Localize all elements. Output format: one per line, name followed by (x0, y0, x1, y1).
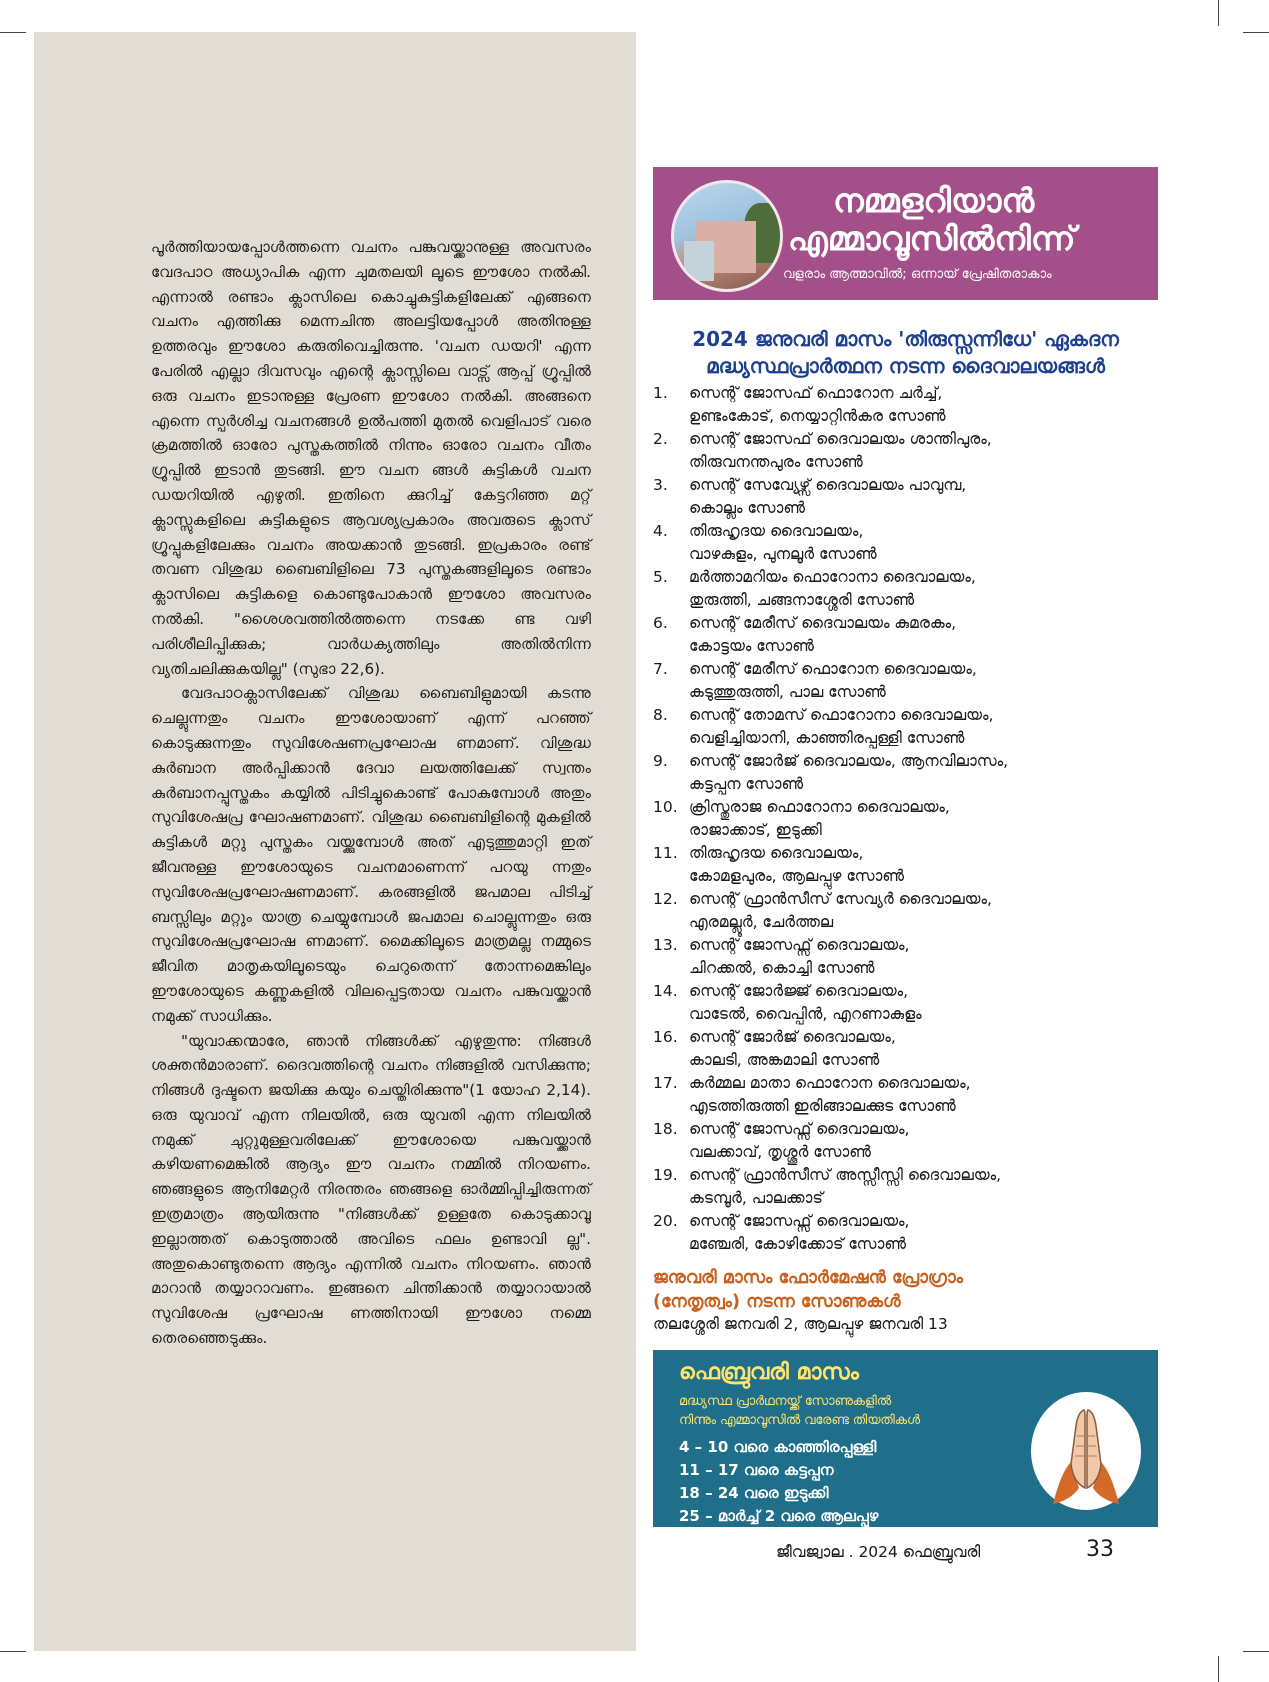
crop-mark (1218, 1656, 1219, 1682)
item-number: 6. (653, 614, 668, 632)
item-line: എടത്തിരുത്തി ഇരിങ്ങാലക്കുട സോൺ (689, 1097, 956, 1115)
item-line: കോമളപുരം, ആലപ്പുഴ സോൺ (689, 867, 905, 885)
list-item (653, 1210, 1163, 1256)
item-number: 11. (653, 844, 678, 862)
list-item (653, 382, 1163, 428)
crop-mark (0, 32, 26, 33)
formation-heading (653, 1266, 1158, 1314)
item-line: തിരുവനന്തപുരം സോൺ (689, 453, 863, 471)
item-line: വെളിച്ചിയാനി, കാഞ്ഞിരപ്പള്ളി സോൺ (689, 729, 965, 747)
list-item (653, 566, 1163, 612)
banner-subtitle: വളരാം ആത്മാവിൽ; ഒന്നായ് പ്രേഷിതരാകാം (783, 267, 1052, 282)
item-line: കോട്ടയം സോൺ (689, 637, 814, 655)
item-number: 16. (653, 1028, 678, 1046)
item-line: കൊല്ലം സോൺ (689, 499, 806, 517)
item-line: കാലടി, അങ്കമാലി സോൺ (689, 1051, 880, 1069)
schedule-list (679, 1436, 878, 1528)
heading-line: ജനുവരി മാസം ഫോർമേഷൻ പ്രോഗ്രാം (653, 1268, 964, 1288)
item-line: വാടേൽ, വൈപ്പിൻ, എറണാകുളം (689, 1005, 922, 1023)
item-line: വാഴകുളം, പുനലൂർ സോൺ (689, 545, 877, 563)
crop-mark (1218, 0, 1219, 26)
article-body (151, 235, 591, 1351)
item-line: സെന്റ് മേരീസ് ദൈവാലയം കുമരകം, (689, 614, 957, 632)
list-item (653, 1072, 1163, 1118)
item-line: ക്രിസ്തുരാജ ഫൊറോനാ ദൈവാലയം, (689, 798, 950, 816)
item-number: 14. (653, 982, 678, 1000)
item-number: 9. (653, 752, 668, 770)
item-number: 1. (653, 384, 668, 402)
item-line: സെന്റ് ജോസഫ് ദൈവാലയം ശാന്തിപുരം, (689, 430, 992, 448)
list-item (653, 1026, 1163, 1072)
list-item (653, 1118, 1163, 1164)
section-banner (653, 167, 1158, 300)
item-number: 7. (653, 660, 668, 678)
item-line: സെന്റ് ജോസഫ്സ് ദൈവാലയം, (689, 1120, 910, 1138)
february-schedule-box (653, 1350, 1158, 1527)
box-subtitle (679, 1392, 920, 1430)
heading-line: 2024 ജനുവരി മാസം 'തിരുസ്സന്നിധേ' ഏകദന (692, 327, 1119, 351)
heading-line: മദ്ധ്യസ്ഥപ്രാർത്ഥന നടന്ന ദൈവാലയങ്ങൾ (706, 354, 1105, 378)
item-line: സെന്റ് ജോസഫ്സ് ദൈവാലയം, (689, 1212, 910, 1230)
item-line: കടമ്പൂർ, പാലക്കാട് (689, 1189, 823, 1207)
emmaus-building-photo (671, 180, 783, 292)
schedule-item: 18 – 24 വരെ ഇടുക്കി (679, 1484, 829, 1502)
list-item (653, 1164, 1163, 1210)
item-line: സെന്റ് ജോർജ് ദൈവാലയം, ആനവിലാസം, (689, 752, 1009, 770)
item-line: രാജാക്കാട്, ഇടുക്കി (689, 821, 822, 839)
item-line: സെന്റ് സേവ്യേഴ്സ് ദൈവാലയം പാവുമ്പ, (689, 476, 967, 494)
article-paragraph: വേദപാഠക്ലാസിലേക്ക് വിശുദ്ധ ബൈബിളുമായി കടന്നു ചെല്ലുന്നതും വചനം ഈശോയാണ് എന്ന് പറഞ്ഞ് കൊടുക്കുന്നതും സുവിശേഷണപ്രഘോഷ ണമാണ്. വിശുദ്ധ കുർബാന അർപ്പിക്കാൻ ദേവാ ലയത്തിലേക്ക് സ്വന്തം കുർബാനപ്പുസ്തകം കയ്യിൽ പിടിച്ചുകൊണ്ട് പോകുമ്പോൾ അതും സുവിശേഷപ്ര ഘോഷണമാണ്. വിശുദ്ധ ബൈബിളിന്റെ മുകളിൽ കുട്ടികൾ മറ്റു പുസ്തകം വയ്ക്കുമ്പോൾ അത് എടുത്തുമാറ്റി ഇത് ജീവനുള്ള ഈശോയുടെ വചനമാണെന്ന് പറയു ന്നതും സുവിശേഷപ്രഘോഷണമാണ്. കരങ്ങളിൽ ജപമാല പിടിച്ച് ബസ്സിലും മറ്റും യാത്ര ചെയ്യുമ്പോൾ ജപമാല ചൊല്ലുന്നതും ഒരു സുവിശേഷപ്രഘോഷ ണമാണ്. മൈക്കിലൂടെ മാത്രമല്ല നമ്മുടെ ജീവിത മാതൃകയിലൂടെയും ചെറുതെന്ന് തോന്നമെങ്കിലും ഈശോയുടെ കണ്ണുകളിൽ വിലപ്പെട്ടതായ വചനം പങ്കുവയ്ക്കാൻ നമുക്ക് സാധിക്കും. (151, 684, 591, 1025)
list-item (653, 474, 1163, 520)
praying-hands-icon (1031, 1392, 1141, 1510)
item-line: കട്ടപ്പന സോൺ (689, 775, 804, 793)
item-line: സെന്റ് മേരീസ് ഫൊറോന ദൈവാലയം, (689, 660, 977, 678)
crop-mark (1243, 32, 1269, 33)
item-line: സെന്റ് തോമസ് ഫൊറോനാ ദൈവാലയം, (689, 706, 994, 724)
item-line: ചിറക്കൽ, കൊച്ചി സോൺ (689, 959, 875, 977)
item-line: തുരുത്തി, ചങ്ങനാശ്ശേരി സോൺ (689, 591, 915, 609)
item-number: 2. (653, 430, 668, 448)
schedule-item: 11 – 17 വരെ കട്ടപ്പന (679, 1461, 834, 1479)
item-line: കടുത്തുരുത്തി, പാല സോൺ (689, 683, 886, 701)
list-item (653, 750, 1163, 796)
subtitle-line: മദ്ധ്യസ്ഥ പ്രാർഥനയ്ക്ക് സോണുകളിൽ (679, 1394, 892, 1409)
list-item (653, 934, 1163, 980)
item-line: ഉണ്ടംകോട്, നെയ്യാറ്റിൻകര സോൺ (689, 407, 946, 425)
item-number: 19. (653, 1166, 678, 1184)
list-item (653, 520, 1163, 566)
list-item (653, 796, 1163, 842)
schedule-item: 25 – മാർച്ച് 2 വരെ ആലപ്പുഴ (679, 1507, 879, 1525)
item-line: സെന്റ് ജോസഫ് ഫൊറോന ചർച്ച്, (689, 384, 943, 402)
item-number: 8. (653, 706, 668, 724)
article-paragraph: പൂർത്തിയായപ്പോൾത്തന്നെ വചനം പങ്കുവയ്ക്കാനുള്ള അവസരം വേദപാഠ അധ്യാപിക എന്ന ചുമതലയി ലൂടെ ഈശോ നൽകി. എന്നാൽ രണ്ടാം ക്ലാസിലെ കൊച്ചുകുട്ടികളിലേക്ക് എങ്ങനെ വചനം എത്തിക്കു മെന്നചിന്ത അലട്ടിയപ്പോൾ അതിനുള്ള ഉത്തരവും ഈശോ കരുതിവെച്ചിരുന്നു. 'വചന ഡയറി' എന്ന പേരിൽ എല്ലാ ദിവസവും എന്റെ ക്ലാസ്സിലെ വാട്സ് ആപ്പ് ഗ്രൂപ്പിൽ ഒരു വചനം ഇടാനുള്ള പ്രേരണ ഈശോ നൽകി. അങ്ങനെ എന്നെ സ്പർശിച്ച വചനങ്ങൾ ഉൽപത്തി മുതൽ വെളിപാട് വരെ ക്രമത്തിൽ ഓരോ പുസ്തകത്തിൽ നിന്നും ഓരോ വചനം വീതം ഗ്രൂപ്പിൽ ഇടാൻ തുടങ്ങി. ഈ വചന ങ്ങൾ കുട്ടികൾ വചന ഡയറിയിൽ എഴുതി. ഇതിനെ ക്കുറിച്ച് കേട്ടറിഞ്ഞ മറ്റ് ക്ലാസ്സുകളിലെ കുട്ടികളുടെ ആവശ്യപ്രകാരം അവരുടെ ക്ലാസ് ഗ്രൂപ്പുകളിലേക്കും വചനം അയക്കാൻ തുടങ്ങി. ഇപ്രകാരം രണ്ട് തവണ വിശുദ്ധ ബൈബിളിലെ 73 പുസ്തകങ്ങളിലൂടെ രണ്ടാം ക്ലാസിലെ കുട്ടികളെ കൊണ്ടുപോകാൻ ഈശോ അവസരം നൽകി. "ശൈശവത്തിൽത്തന്നെ നടക്കേ ണ്ട വഴി പരിശീലിപ്പിക്കുക; വാർധക്യത്തിലും അതിൽനിന്ന വ്യതിചലിക്കുകയില്ല" (സുഭാ 22,6). (151, 238, 591, 678)
list-item (653, 612, 1163, 658)
list-item (653, 658, 1163, 704)
list-item (653, 704, 1163, 750)
list-item (653, 980, 1163, 1026)
item-number: 12. (653, 890, 678, 908)
heading-line: (നേതൃത്വം) നടന്ന സോണുകൾ (653, 1292, 901, 1312)
list-item (653, 842, 1163, 888)
article-paragraph: "യുവാക്കന്മാരേ, ഞാൻ നിങ്ങൾക്ക് എഴുതുന്നു: നിങ്ങൾ ശക്തൻമാരാണ്. ദൈവത്തിന്റെ വചനം നിങ്ങളിൽ വസിക്കുന്നു; നിങ്ങൾ ദുഷ്ടനെ ജയിക്കു കയും ചെയ്തിരിക്കുന്നു"(1 യോഹ 2,14). ഒരു യുവാവ് എന്ന നിലയിൽ, ഒരു യുവതി എന്ന നിലയിൽ നമുക്ക് ചുറ്റുമുള്ളവരിലേക്ക് ഈശോയെ പങ്കുവയ്ക്കാൻ കഴിയണമെങ്കിൽ ആദ്യം ഈ വചനം നമ്മിൽ നിറയണം. ഞങ്ങളുടെ ആനിമേറ്റർ നിരന്തരം ഞങ്ങളെ ഓർമ്മിപ്പിച്ചിരുന്നത് ഇത്രമാത്രം ആയിരുന്നു "നിങ്ങൾക്ക് ഉള്ളതേ കൊടുക്കാവൂ ഇല്ലാത്തത് കൊടുത്താൽ അവിടെ ഫലം ഉണ്ടാവി ല്ല". അതുകൊണ്ടുതന്നെ ആദ്യം എന്നിൽ വചനം നിറയണം. ഞാൻ മാറാൻ തയ്യാറാവണം. ഇങ്ങനെ ചിന്തിക്കാൻ തയ്യാറായാൽ സുവിശേഷ പ്രഘോഷ ണത്തിനായി ഈശോ നമ്മെ തെരഞ്ഞെടുക്കും. (151, 1031, 591, 1348)
item-number: 13. (653, 936, 678, 954)
item-line: തിരുഹൃദയ ദൈവാലയം, (689, 844, 864, 862)
item-line: സെന്റ് ഫ്രാൻസീസ് അസ്സീസ്സി ദൈവാലയം, (689, 1166, 1002, 1184)
item-number: 20. (653, 1212, 678, 1230)
item-number: 4. (653, 522, 668, 540)
item-number: 18. (653, 1120, 678, 1138)
item-line: സെന്റ് ജോർജ്ജ് ദൈവാലയം, (689, 982, 909, 1000)
item-number: 10. (653, 798, 678, 816)
item-line: സെന്റ് ജോർജ് ദൈവാലയം, (689, 1028, 896, 1046)
subtitle-line: നിന്നും എമ്മാവൂസിൽ വരേണ്ട തിയതികൾ (679, 1413, 920, 1428)
building-shape (684, 241, 714, 281)
crop-mark (1243, 1651, 1269, 1652)
formation-detail: തലശ്ശേരി ജനവരി 2, ആലപ്പുഴ ജനവരി 13 (653, 1315, 948, 1333)
page-number: 33 (1086, 1537, 1114, 1562)
banner-title: എമ്മാവൂസിൽനിന്ന് (788, 219, 1076, 258)
footer-publication: ജീവജ്വാല . 2024 ഫെബ്രുവരി (776, 1543, 981, 1561)
church-list (653, 382, 1163, 1256)
item-line: എരമല്ലൂർ, ചേർത്തല (689, 913, 834, 931)
list-item (653, 428, 1163, 474)
box-title: ഫെബ്രുവരി മാസം (679, 1360, 859, 1385)
item-line: മർത്താമറിയം ഫൊറോനാ ദൈവാലയം, (689, 568, 976, 586)
banner-title: നമ്മളറിയാൻ (833, 181, 1035, 220)
item-number: 17. (653, 1074, 678, 1092)
item-line: കർമ്മല മാതാ ഫൊറോന ദൈവാലയം, (689, 1074, 971, 1092)
list-item (653, 888, 1163, 934)
item-number: 5. (653, 568, 668, 586)
item-line: സെന്റ് ജോസഫ്സ് ദൈവാലയം, (689, 936, 910, 954)
crop-mark (0, 1651, 26, 1652)
item-line: തിരുഹൃദയ ദൈവാലയം, (689, 522, 864, 540)
schedule-item: 4 – 10 വരെ കാഞ്ഞിരപ്പള്ളി (679, 1438, 877, 1456)
item-line: മഞ്ചേരി, കോഴിക്കോട് സോൺ (689, 1235, 907, 1253)
item-line: വലക്കാവ്, തൃശ്ശൂർ സോൺ (689, 1143, 871, 1161)
item-line: സെന്റ് ഫ്രാൻസീസ് സേവ്യർ ദൈവാലയം, (689, 890, 992, 908)
item-number: 3. (653, 476, 668, 494)
church-list-heading (653, 326, 1158, 380)
